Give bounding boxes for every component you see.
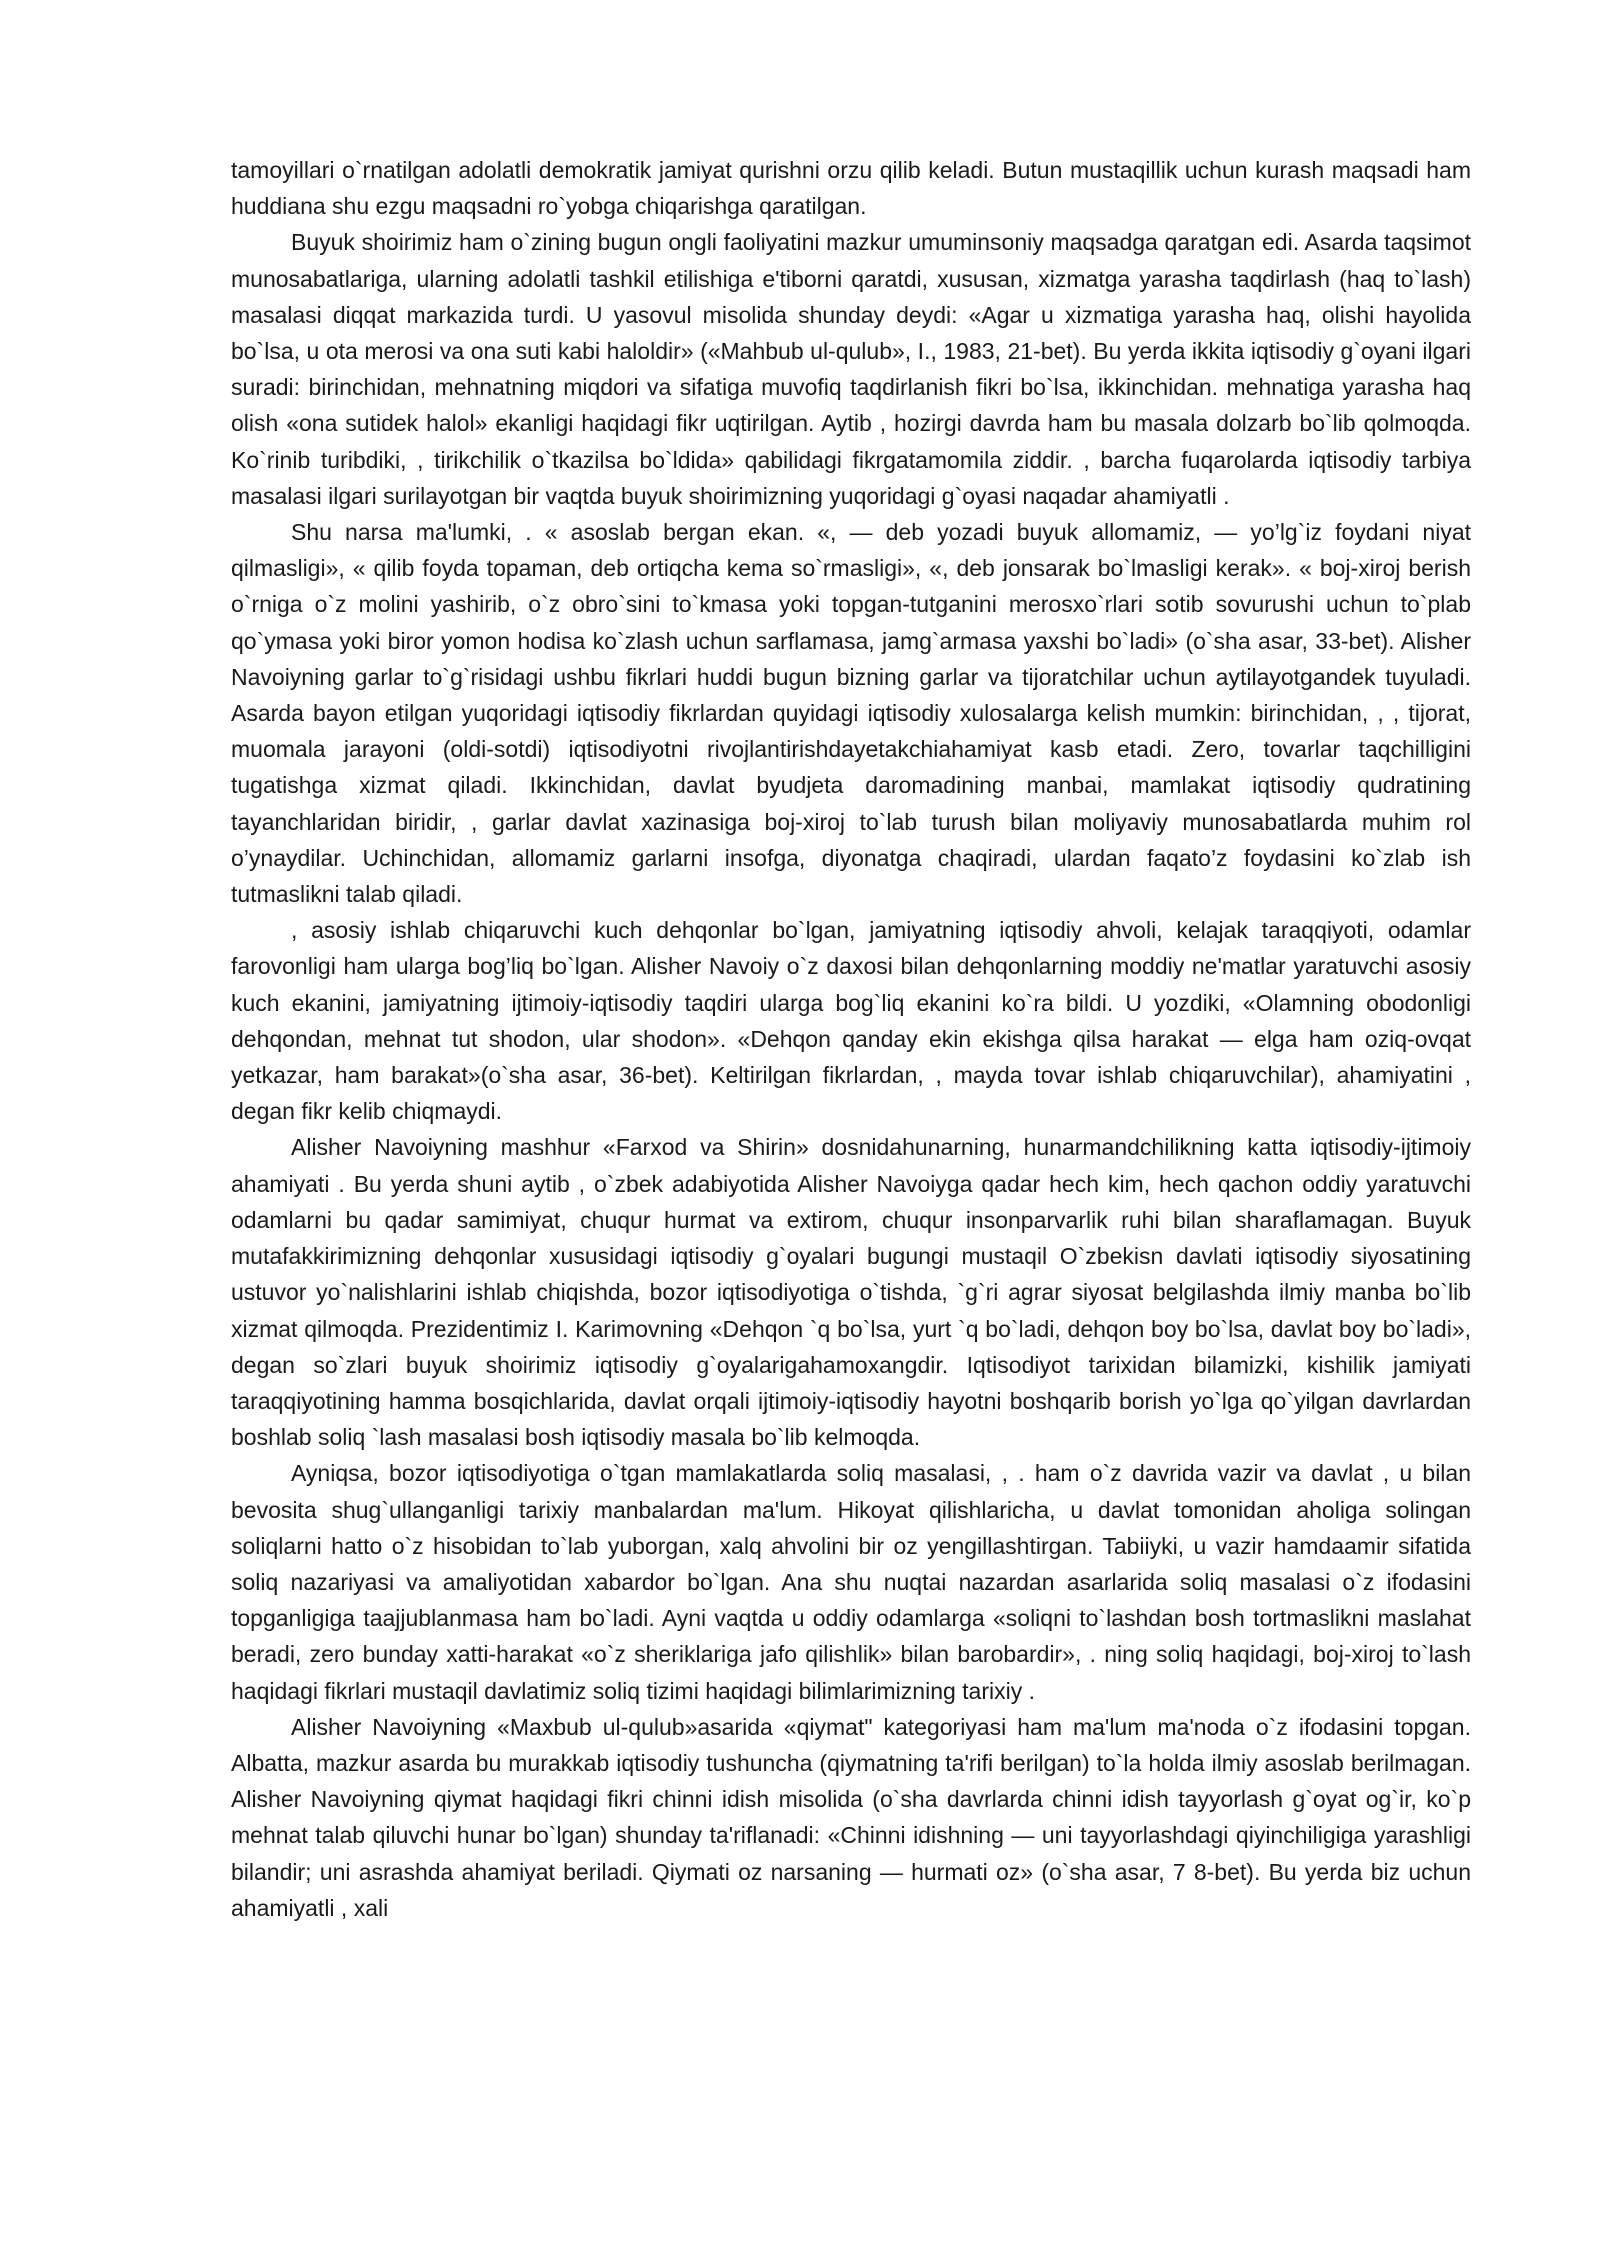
- paragraph: Alisher Navoiyning mashhur «Farxod va Shirin» dosnidahunarning, hunarmandchilikning katta iqtisodiy-ijtimoiy ahamiyati . Bu yerda shuni aytib , o`zbek adabiyotida Alisher Navoiyga qadar hech kim, hech qachon oddiy yaratuvchi odamlarni bu qadar samimiyat, chuqur hurmat va extirom, chuqur insonparvarlik ruhi bilan sharaflamagan. Buyuk mutafakkirimizning dehqonlar xususidagi iqtisodiy g`oyalari bugungi mustaqil O`zbekisn davlati iqtisodiy siyosatining ustuvor yo`nalishlarini ishlab chiqishda, bozor iqtisodiyotiga o`tishda, `g`ri agrar siyosat belgilashda ilmiy manba bo`lib xizmat qilmoqda. Prezidentimiz I. Karimovning «Dehqon `q bo`lsa, yurt `q bo`ladi, dehqon boy bo`lsa, davlat boy bo`ladi», degan so`zlari buyuk shoirimiz iqtisodiy g`oyalarigahamoxangdir. Iqtisodiyot tarixidan bilamizki, kishilik jamiyati taraqqiyotining hamma bosqichlarida, davlat orqali ijtimoiy-iqtisodiy hayotni boshqarib borish yo`lga qo`yilgan davrlardan boshlab soliq `lash masalasi bosh iqtisodiy masala bo`lib kelmoqda.: [231, 1134, 1471, 1451]
- paragraph: tamoyillari o`rnatilgan adolatli demokratik jamiyat qurishni orzu qilib keladi. Butun mustaqillik uchun kurash maqsadi ham huddiana shu ezgu maqsadni ro`yobga chiqarishga qaratilgan.: [231, 157, 1471, 220]
- paragraph: , asosiy ishlab chiqaruvchi kuch dehqonlar bo`lgan, jamiyatning iqtisodiy ahvoli, kelajak taraqqiyoti, odamlar farovonligi ham ularga bog’liq bo`lgan. Alisher Navoiy o`z daxosi bilan dehqonlarning moddiy ne'matlar yaratuvchi asosiy kuch ekanini, jamiyatning ijtimoiy-iqtisodiy taqdiri ularga bog`liq ekanini ko`ra bildi. U yozdiki, «Olamning obodonligi dehqondan, mehnat tut shodon, ular shodon». «Dehqon qanday ekin ekishga qilsa harakat — elga ham oziq-ovqat yetkazar, ham barakat»(o`sha asar, 36-bet). Keltirilgan fikrlardan, , mayda tovar ishlab chiqaruvchilar), ahamiyatini , degan fikr kelib chiqmaydi.: [231, 917, 1471, 1125]
- paragraph: Alisher Navoiyning «Maxbub ul-qulub»asarida «qiymat" kategoriyasi ham ma'lum ma'noda o`z ifodasini topgan. Albatta, mazkur asarda bu murakkab iqtisodiy tushuncha (qiymatning ta'rifi berilgan) to`la holda ilmiy asoslab berilmagan. Alisher Navoiyning qiymat haqidagi fikri chinni idish misolida (o`sha davrlarda chinni idish tayyorlash g`oyat og`ir, ko`p mehnat talab qiluvchi hunar bo`lgan) shunday ta'riflanadi: «Chinni idishning — uni tayyorlashdagi qiyinchiligiga yarashligi bilandir; uni asrashda ahamiyat beriladi. Qiymati oz narsaning — hurmati oz» (o`sha asar, 7 8-bet). Bu yerda biz uchun ahamiyatli , xali: [231, 1713, 1471, 1921]
- body-text: [231, 152, 1471, 1926]
- paragraph: Buyuk shoirimiz ham o`zining bugun ongli faoliyatini mazkur umuminsoniy maqsadga qaratgan edi. Asarda taqsimot munosabatlariga, ularning adolatli tashkil etilishiga e'tiborni qaratdi, xususan, xizmatga yarasha taqdirlash (haq to`lash) masalasi diqqat markazida turdi. U yasovul misolida shunday deydi: «Agar u xizmatiga yarasha haq, olishi hayolida bo`lsa, u ota merosi va ona suti kabi haloldir» («Mahbub ul-qulub», I., 1983, 21-bet). Bu yerda ikkita iqtisodiy g`oyani ilgari suradi: birinchidan, mehnatning miqdori va sifatiga muvofiq taqdirlanish fikri bo`lsa, ikkinchidan. mehnatiga yarasha haq olish «ona sutidek halol» ekanligi haqidagi fikr uqtirilgan. Aytib , hozirgi davrda ham bu masala dolzarb bo`lib qolmoqda. Ko`rinib turibdiki, , tirikchilik o`tkazilsa bo`ldida» qabilidagi fikrgatamomila ziddir. , barcha fuqarolarda iqtisodiy tarbiya masalasi ilgari surilayotgan bir vaqtda buyuk shoirimizning yuqoridagi g`oyasi naqadar ahamiyatli .: [231, 229, 1471, 509]
- paragraph: Ayniqsa, bozor iqtisodiyotiga o`tgan mamlakatlarda soliq masalasi, , . ham o`z davrida vazir va davlat , u bilan bevosita shug`ullanganligi tarixiy manbalardan ma'lum. Hikoyat qilishlaricha, u davlat tomonidan aholiga solingan soliqlarni hatto o`z hisobidan to`lab yuborgan, xalq ahvolini bir oz yengillashtirgan. Tabiiyki, u vazir hamdaamir sifatida soliq nazariyasi va amaliyotidan xabardor bo`lgan. Ana shu nuqtai nazardan asarlarida soliq masalasi o`z ifodasini topganligiga taajjublanmasa ham bo`ladi. Ayni vaqtda u oddiy odamlarga «soliqni to`lashdan bosh tortmaslikni maslahat beradi, zero bunday xatti-harakat «o`z sheriklariga jafo qilishlik» bilan barobardir», . ning soliq haqidagi, boj-xiroj to`lash haqidagi fikrlari mustaqil davlatimiz soliq tizimi haqidagi bilimlarimizning tarixiy .: [231, 1460, 1471, 1704]
- paragraph: Shu narsa ma'lumki, . « asoslab bergan ekan. «, — deb yozadi buyuk allomamiz, — yo’lg`iz foydani niyat qilmasligi», « qilib foyda topaman, deb ortiqcha kema so`rmasligi», «, deb jonsarak bo`lmasligi kerak». « boj-xiroj berish o`rniga o`z molini yashirib, o`z obro`sini to`kmasa yoki topgan-tutganini merosxo`rlari sotib sovurushi uchun to`plab qo`ymasa yoki biror yomon hodisa ko`zlash uchun sarflamasa, jamg`armasa yaxshi bo`ladi» (o`sha asar, 33-bet). Alisher Navoiyning garlar to`g`risidagi ushbu fikrlari huddi bugun bizning garlar va tijoratchilar uchun aytilayotgandek tuyuladi. Asarda bayon etilgan yuqoridagi iqtisodiy fikrlardan quyidagi iqtisodiy xulosalarga kelish mumkin: birinchidan, , , tijorat, muomala jarayoni (oldi-sotdi) iqtisodiyotni rivojlantirishdayetakchiahamiyat kasb etadi. Zero, tovarlar taqchilligini tugatishga xizmat qiladi. Ikkinchidan, davlat byudjeta daromadining manbai, mamlakat iqtisodiy qudratining tayanchlaridan biridir, , garlar davlat xazinasiga boj-xiroj to`lab turush bilan moliyaviy munosabatlarda muhim rol o’ynaydilar. Uchinchidan, allomamiz garlarni insofga, diyonatga chaqiradi, ulardan faqato’z foydasini ko`zlab ish tutmaslikni talab qiladi.: [231, 519, 1471, 908]
